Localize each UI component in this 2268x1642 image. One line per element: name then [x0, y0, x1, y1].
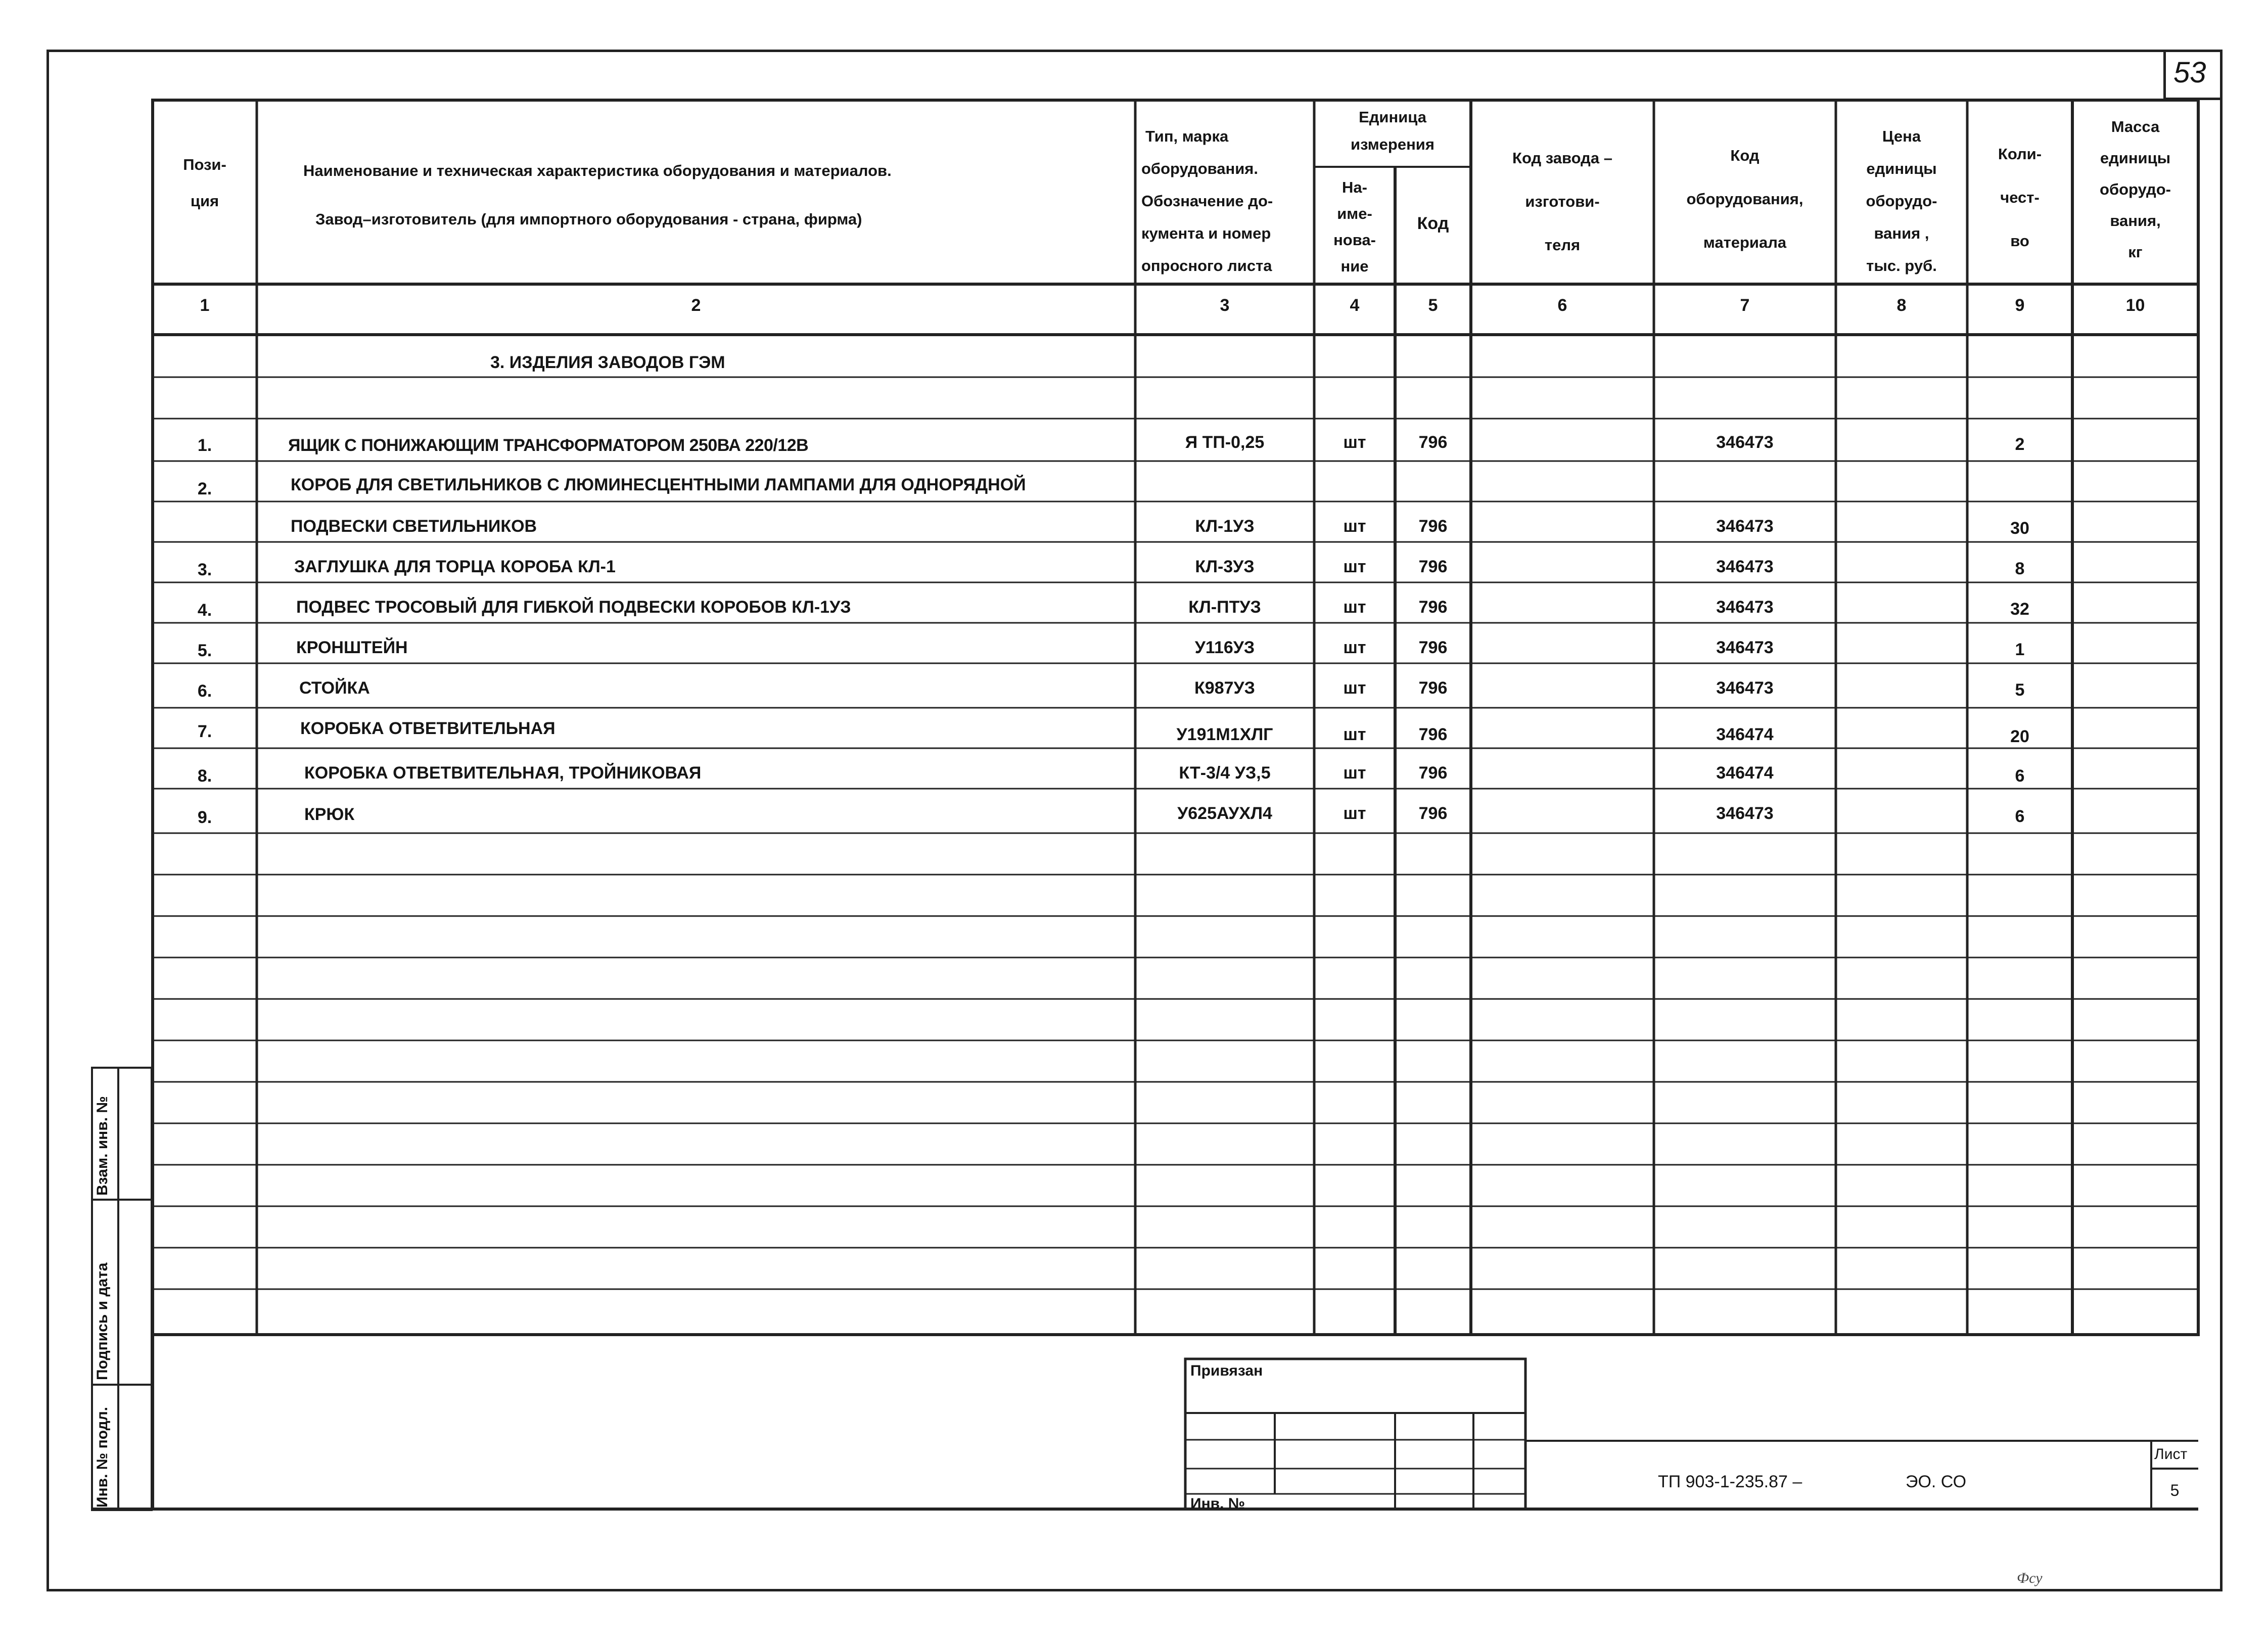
row-code: 796	[1418, 678, 1448, 698]
row-name: КРЮК	[304, 805, 355, 824]
sheet-value: 5	[2170, 1481, 2180, 1499]
row-equip-code: 346473	[1716, 804, 1774, 823]
row-pos: 8.	[197, 766, 212, 786]
row-type: КЛ-3УЗ	[1195, 557, 1255, 576]
privyazan-block	[1185, 1359, 1525, 1509]
row-code: 796	[1418, 517, 1448, 536]
row-pos: 5.	[197, 641, 212, 660]
header-col7-line: оборудования,	[1686, 190, 1803, 208]
row-equip-code: 346473	[1716, 638, 1774, 657]
header-col45-line: Единица	[1359, 108, 1426, 126]
col-number: 10	[2125, 296, 2145, 315]
header-col10-line: единицы	[2100, 149, 2171, 167]
row-qty: 6	[2015, 766, 2025, 786]
sheet-label: Лист	[2154, 1446, 2188, 1463]
row-type: КТ-3/4 УЗ,5	[1179, 763, 1271, 783]
header-col4-line: На-	[1342, 178, 1367, 196]
side-stamp-a: Взам. инв. №	[94, 1096, 111, 1196]
header-col3-line: кумента и номер	[1141, 224, 1271, 242]
doc-suffix: ЭО. СО	[1906, 1472, 1967, 1491]
col-number: 1	[200, 296, 210, 315]
row-equip-code: 346473	[1716, 557, 1774, 576]
header-col6-line: изготови-	[1525, 193, 1600, 210]
col-number: 8	[1896, 296, 1907, 315]
col-number: 5	[1428, 296, 1438, 315]
header-col7-line: материала	[1703, 234, 1787, 251]
row-code: 796	[1418, 638, 1448, 657]
row-type: У191М1ХЛГ	[1176, 725, 1273, 744]
header-col8-line: единицы	[1866, 160, 1937, 177]
row-code: 796	[1418, 725, 1448, 744]
header-col10-line: вания,	[2110, 212, 2161, 230]
row-name: ПОДВЕС ТРОСОВЫЙ ДЛЯ ГИБКОЙ ПОДВЕСКИ КОРОБОВ КЛ-1УЗ	[296, 598, 851, 617]
row-pos: 7.	[197, 722, 212, 741]
header-col10-line: кг	[2128, 243, 2143, 261]
header-col10-line: оборудо-	[2100, 180, 2171, 198]
header-col2-line: Наименование и техническая характеристика оборудования и материалов.	[303, 162, 892, 179]
row-name: ЗАГЛУШКА ДЛЯ ТОРЦА КОРОБА КЛ-1	[294, 557, 616, 576]
row-equip-code: 346473	[1716, 598, 1774, 617]
row-name: ПОДВЕСКИ СВЕТИЛЬНИКОВ	[291, 517, 537, 536]
row-unit: шт	[1343, 517, 1366, 536]
row-unit: шт	[1343, 557, 1366, 576]
header-col5: Код	[1417, 214, 1449, 233]
header-col4-line: ние	[1340, 257, 1369, 275]
header-col10	[2072, 111, 2198, 268]
section-title: 3. ИЗДЕЛИЯ ЗАВОДОВ ГЭМ	[490, 353, 725, 372]
header-col6-line: Код завода –	[1512, 149, 1612, 167]
row-qty: 6	[2015, 807, 2025, 826]
header-col3	[1136, 120, 1314, 282]
header-col10-line: Масса	[2111, 118, 2160, 135]
row-equip-code: 346473	[1716, 433, 1774, 452]
header-col8	[1836, 120, 1967, 282]
row-qty: 1	[2015, 640, 2025, 659]
row-equip-code: 346474	[1716, 763, 1774, 783]
header-col3-line: опросного листа	[1141, 257, 1272, 275]
header-col4-line: име-	[1337, 205, 1372, 222]
row-qty: 32	[2010, 600, 2029, 619]
header-col3-line: оборудования.	[1141, 160, 1259, 177]
row-unit: шт	[1343, 678, 1366, 698]
side-stamp-divider	[117, 1067, 119, 1511]
header-col1-line: Пози-	[183, 156, 226, 173]
header-col7	[1654, 134, 1836, 264]
row-unit: шт	[1343, 598, 1366, 617]
row-type: КЛ-1УЗ	[1195, 517, 1255, 536]
col-number: 6	[1557, 296, 1567, 315]
header-col6-line: теля	[1544, 236, 1581, 254]
doc-code: ТП 903-1-235.87 –	[1658, 1472, 1802, 1491]
row-unit: шт	[1343, 638, 1366, 657]
col-number: 9	[2015, 296, 2025, 315]
row-pos: 4.	[197, 601, 212, 620]
row-name: КОРОБ ДЛЯ СВЕТИЛЬНИКОВ С ЛЮМИНЕСЦЕНТНЫМИ ЛАМПАМИ ДЛЯ ОДНОРЯДНОЙ	[291, 475, 1026, 494]
header-col4-line: нова-	[1333, 231, 1376, 249]
header-col45-group	[1314, 104, 1471, 158]
header-col2-line: Завод–изготовитель (для импортного оборудования - страна, фирма)	[315, 210, 862, 228]
header-col9	[1967, 132, 2072, 263]
header-col6	[1471, 136, 1654, 267]
row-qty: 2	[2015, 435, 2025, 454]
side-stamp-c: Инв. № подл.	[94, 1406, 111, 1508]
row-type: Я ТП-0,25	[1185, 433, 1265, 452]
row-type: КЛ-ПТУЗ	[1188, 598, 1261, 617]
inv-no-label: Инв. №	[1190, 1495, 1245, 1512]
header-col1	[153, 147, 257, 219]
row-code: 796	[1418, 557, 1448, 576]
header-col7-line: Код	[1730, 147, 1760, 164]
row-name: СТОЙКА	[299, 678, 370, 698]
row-type: У116УЗ	[1194, 638, 1255, 657]
row-name: КОРОБКА ОТВЕТВИТЕЛЬНАЯ, ТРОЙНИКОВАЯ	[304, 763, 702, 783]
header-col9-line: Коли-	[1998, 145, 2042, 163]
header-col3-line: Обозначение до-	[1141, 192, 1273, 210]
header-col8-line: Цена	[1882, 127, 1921, 145]
row-equip-code: 346473	[1716, 517, 1774, 536]
row-name: ЯЩИК С ПОНИЖАЮЩИМ ТРАНСФОРМАТОРОМ 250ВА 220/12В	[288, 436, 809, 455]
header-col45-line: измерения	[1351, 135, 1434, 153]
row-pos: 9.	[197, 808, 212, 827]
side-stamp-b: Подпись и дата	[94, 1262, 111, 1380]
header-col8-line: тыс. руб.	[1866, 257, 1937, 275]
row-pos: 3.	[197, 560, 212, 579]
row-qty: 30	[2010, 519, 2029, 538]
row-unit: шт	[1343, 763, 1366, 783]
row-unit: шт	[1343, 725, 1366, 744]
header-col4	[1314, 174, 1395, 280]
row-pos: 1.	[197, 436, 212, 455]
row-qty: 20	[2010, 727, 2029, 746]
sheet-number-top: 53	[2173, 56, 2206, 89]
header-col1-line: ция	[190, 192, 219, 210]
header-col2	[303, 147, 892, 244]
footer-mark: Фсу	[2017, 1570, 2043, 1586]
row-name: КОРОБКА ОТВЕТВИТЕЛЬНАЯ	[300, 719, 556, 738]
header-col3-line: Тип, марка	[1145, 127, 1229, 145]
row-type: У625АУХЛ4	[1177, 804, 1272, 823]
header-col8-line: вания ,	[1874, 224, 1929, 242]
row-code: 796	[1418, 763, 1448, 783]
header-col8-line: оборудо-	[1866, 192, 1937, 210]
header-col9-line: чест-	[2000, 189, 2040, 206]
row-unit: шт	[1343, 804, 1366, 823]
row-type: К987УЗ	[1194, 678, 1255, 698]
row-code: 796	[1418, 598, 1448, 617]
row-equip-code: 346474	[1716, 725, 1774, 744]
col-number: 3	[1220, 296, 1230, 315]
row-pos: 6.	[197, 681, 212, 701]
row-equip-code: 346473	[1716, 678, 1774, 698]
privyazan-label: Привязан	[1190, 1362, 1263, 1379]
col-number: 7	[1740, 296, 1750, 315]
row-qty: 5	[2015, 680, 2025, 700]
row-unit: шт	[1343, 433, 1366, 452]
col-number: 4	[1350, 296, 1360, 315]
row-code: 796	[1418, 804, 1448, 823]
header-col9-line: во	[2010, 232, 2029, 250]
col-number: 2	[691, 296, 701, 315]
row-code: 796	[1418, 433, 1448, 452]
row-name: КРОНШТЕЙН	[296, 638, 408, 657]
row-qty: 8	[2015, 559, 2025, 578]
row-pos: 2.	[197, 479, 212, 498]
